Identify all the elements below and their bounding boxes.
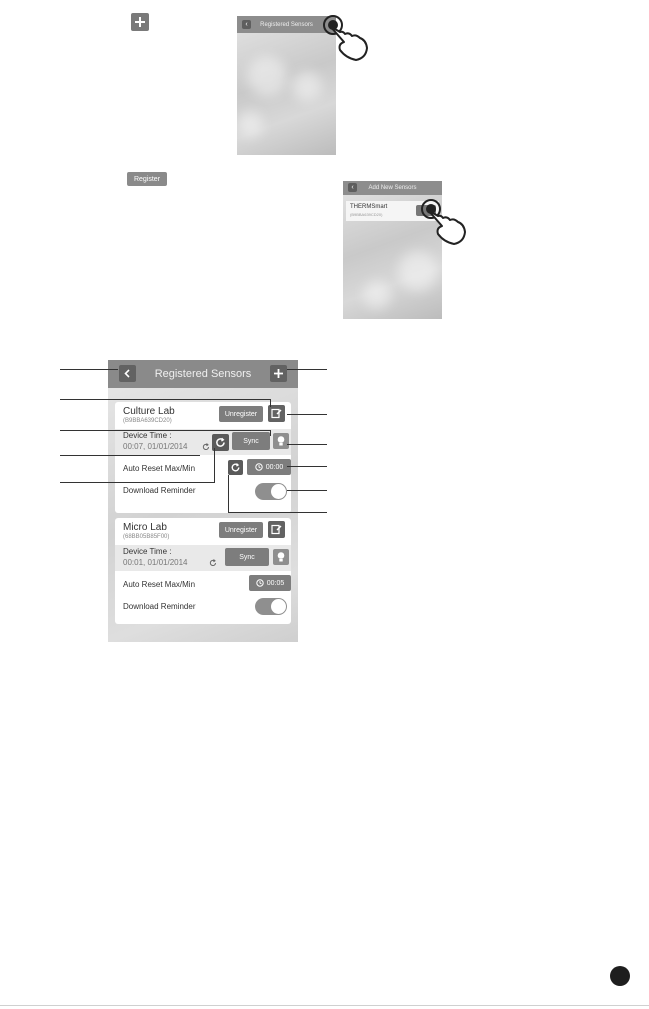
callout-sync-drop xyxy=(270,430,271,436)
device-time-value: 00:07, 01/01/2014 xyxy=(123,442,188,451)
callout-auto-reset-time xyxy=(287,466,327,467)
callout-refresh-rise xyxy=(214,448,215,483)
auto-reset-refresh-button[interactable] xyxy=(228,460,243,475)
step2-screen-title: Add New Sensors xyxy=(368,185,417,191)
edit-icon xyxy=(271,524,282,535)
auto-reset-time-button[interactable] xyxy=(249,575,291,591)
step2-sensor-id: (B9BBA639CD20) xyxy=(350,212,383,217)
tap-hand-icon xyxy=(316,14,370,64)
step1-back-button[interactable]: ‹ xyxy=(242,20,251,29)
callout-edit xyxy=(287,414,327,415)
sensor-id: (68BB05B85F00) xyxy=(123,534,170,540)
download-reminder-toggle[interactable] xyxy=(255,483,287,500)
refresh-icon xyxy=(202,443,210,451)
add-sensor-button[interactable] xyxy=(270,365,287,382)
tap-hand-icon xyxy=(414,198,468,248)
light-button[interactable] xyxy=(273,433,289,449)
sync-button[interactable]: Sync xyxy=(232,432,270,450)
step2-header-bar xyxy=(343,181,442,195)
callout-sync xyxy=(60,430,270,431)
device-time-value: 00:01, 01/01/2014 xyxy=(123,558,188,567)
edit-icon xyxy=(271,408,282,419)
light-button[interactable] xyxy=(273,549,289,565)
download-reminder-label: Download Reminder xyxy=(123,486,196,495)
sensor-card-micro-lab xyxy=(115,518,291,624)
callout-back xyxy=(60,369,118,370)
callout-refresh xyxy=(60,482,214,483)
download-reminder-toggle[interactable] xyxy=(255,598,287,615)
clock-icon xyxy=(256,579,264,587)
sensor-name: Micro Lab xyxy=(123,522,167,533)
auto-reset-time: 00:00 xyxy=(265,463,284,471)
callout-device-time xyxy=(60,455,200,456)
refresh-icon xyxy=(228,460,243,475)
step2-back-button[interactable]: ‹ xyxy=(348,183,357,192)
lightbulb-icon xyxy=(276,435,286,447)
auto-reset-label: Auto Reset Max/Min xyxy=(123,580,196,589)
unregister-button[interactable]: Unregister xyxy=(219,522,263,538)
auto-reset-time-button[interactable] xyxy=(247,459,291,475)
auto-reset-time: 00:05 xyxy=(266,579,285,587)
callout-unregister-drop xyxy=(270,399,271,407)
download-reminder-label: Download Reminder xyxy=(123,602,196,611)
register-button-reference: Register xyxy=(127,172,167,186)
callout-unregister xyxy=(60,399,270,400)
plus-icon xyxy=(273,368,284,379)
lightbulb-icon xyxy=(276,551,286,563)
callout-auto-reset-refresh-rise xyxy=(228,475,229,512)
page-bottom-rule xyxy=(0,1005,649,1006)
sensor-card-culture-lab xyxy=(115,402,291,513)
add-icon-reference xyxy=(131,13,149,31)
unregister-button[interactable]: Unregister xyxy=(219,406,263,422)
page-title: Registered Sensors xyxy=(154,368,252,380)
sensor-id: (B9BBA639CD20) xyxy=(123,418,172,424)
step2-sensor-name: THERMSmart xyxy=(350,204,388,210)
edit-button[interactable] xyxy=(268,521,285,538)
edit-button[interactable] xyxy=(268,405,285,422)
refresh-icon xyxy=(209,559,217,567)
clock-icon xyxy=(255,463,263,471)
device-time-label: Device Time : xyxy=(123,547,172,556)
callout-add xyxy=(287,369,327,370)
device-time-label: Device Time : xyxy=(123,431,172,440)
auto-reset-label: Auto Reset Max/Min xyxy=(123,464,196,473)
callout-light xyxy=(287,444,327,445)
sensor-name: Culture Lab xyxy=(123,406,175,417)
step1-screen-title: Registered Sensors xyxy=(260,21,313,28)
callout-auto-reset-refresh xyxy=(228,512,327,513)
callout-download-reminder xyxy=(287,490,327,491)
page-number-dot xyxy=(610,966,630,986)
sync-button[interactable]: Sync xyxy=(225,548,269,566)
